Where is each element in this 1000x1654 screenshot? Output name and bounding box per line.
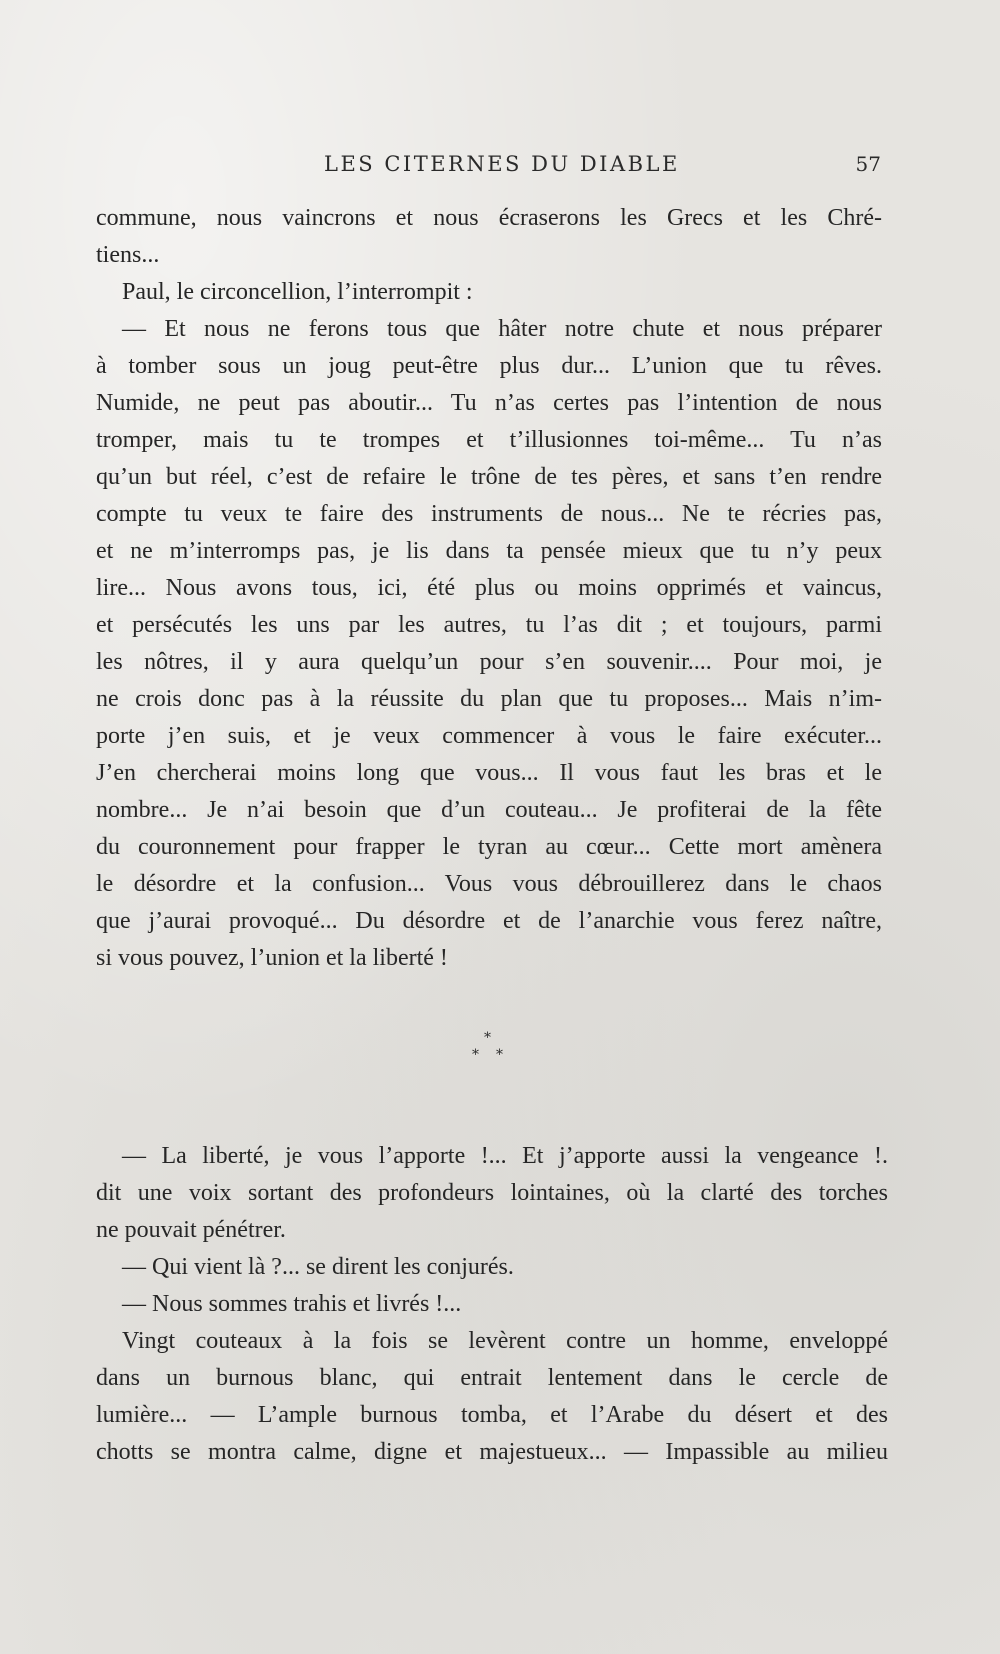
asterism-star-left: * — [472, 1047, 479, 1063]
text-block-two — [96, 1138, 888, 1471]
text-line: Numide, ne peut pas aboutir... Tu n’as certes pas l’intention de nous — [96, 390, 882, 416]
text-line: du couronnement pour frapper le tyran au cœur... Cette mort amènera — [96, 834, 882, 860]
asterism-star-right: * — [496, 1047, 503, 1063]
text-line: lire... Nous avons tous, ici, été plus ou moins opprimés et vaincus, — [96, 575, 882, 601]
text-line: Vingt couteaux à la fois se levèrent contre un homme, enveloppé — [122, 1328, 888, 1354]
text-line: — La liberté, je vous l’apporte !... Et j’apporte aussi la vengeance !. — [122, 1143, 888, 1169]
text-line: commune, nous vaincrons et nous écraserons les Grecs et les Chré- — [96, 205, 882, 231]
text-line: ne pouvait pénétrer. — [96, 1217, 286, 1243]
text-line: — Et nous ne ferons tous que hâter notre chute et nous préparer — [122, 316, 882, 342]
text-line: à tomber sous un joug peut-être plus dur... L’union que tu rêves. — [96, 353, 882, 379]
running-head — [96, 152, 881, 186]
text-line: les nôtres, il y aura quelqu’un pour s’en souvenir.... Pour moi, je — [96, 649, 882, 675]
text-line: J’en chercherai moins long que vous... Il vous faut les bras et le — [96, 760, 882, 786]
text-line: — Qui vient là ?... se dirent les conjurés. — [122, 1254, 514, 1280]
text-line: compte tu veux te faire des instruments de nous... Ne te récries pas, — [96, 501, 882, 527]
text-line: que j’aurai provoqué... Du désordre et de l’anarchie vous ferez naître, — [96, 908, 882, 934]
text-line: et persécutés les uns par les autres, tu l’as dit ; et toujours, parmi — [96, 612, 882, 638]
text-line: — Nous sommes trahis et livrés !... — [122, 1291, 462, 1317]
text-line: tiens... — [96, 242, 160, 268]
text-line: ne crois donc pas à la réussite du plan que tu proposes... Mais n’im- — [96, 686, 882, 712]
text-block-one — [96, 200, 882, 977]
page-number: 57 — [855, 152, 881, 176]
text-line: Paul, le circoncellion, l’interrompit : — [122, 279, 473, 305]
text-line: dans un burnous blanc, qui entrait lentement dans le cercle de — [96, 1365, 888, 1391]
running-title: LES CITERNES DU DIABLE — [324, 152, 680, 176]
text-line: qu’un but réel, c’est de refaire le trône de tes pères, et sans t’en rendre — [96, 464, 882, 490]
text-line: tromper, mais tu te trompes et t’illusionnes toi-même... Tu n’as — [96, 427, 882, 453]
text-line: si vous pouvez, l’union et la liberté ! — [96, 945, 448, 971]
text-line: et ne m’interromps pas, je lis dans ta pensée mieux que tu n’y peux — [96, 538, 882, 564]
section-break-asterism — [460, 1030, 520, 1070]
text-line: nombre... Je n’ai besoin que d’un couteau... Je profiterai de la fête — [96, 797, 882, 823]
text-line: chotts se montra calme, digne et majestueux... — Impassible au milieu — [96, 1439, 888, 1465]
asterism-star-top: * — [484, 1030, 491, 1046]
text-line: le désordre et la confusion... Vous vous débrouillerez dans le chaos — [96, 871, 882, 897]
text-line: porte j’en suis, et je veux commencer à vous le faire exécuter... — [96, 723, 882, 749]
text-line: lumière... — L’ample burnous tomba, et l’Arabe du désert et des — [96, 1402, 888, 1428]
text-line: dit une voix sortant des profondeurs lointaines, où la clarté des torches — [96, 1180, 888, 1206]
